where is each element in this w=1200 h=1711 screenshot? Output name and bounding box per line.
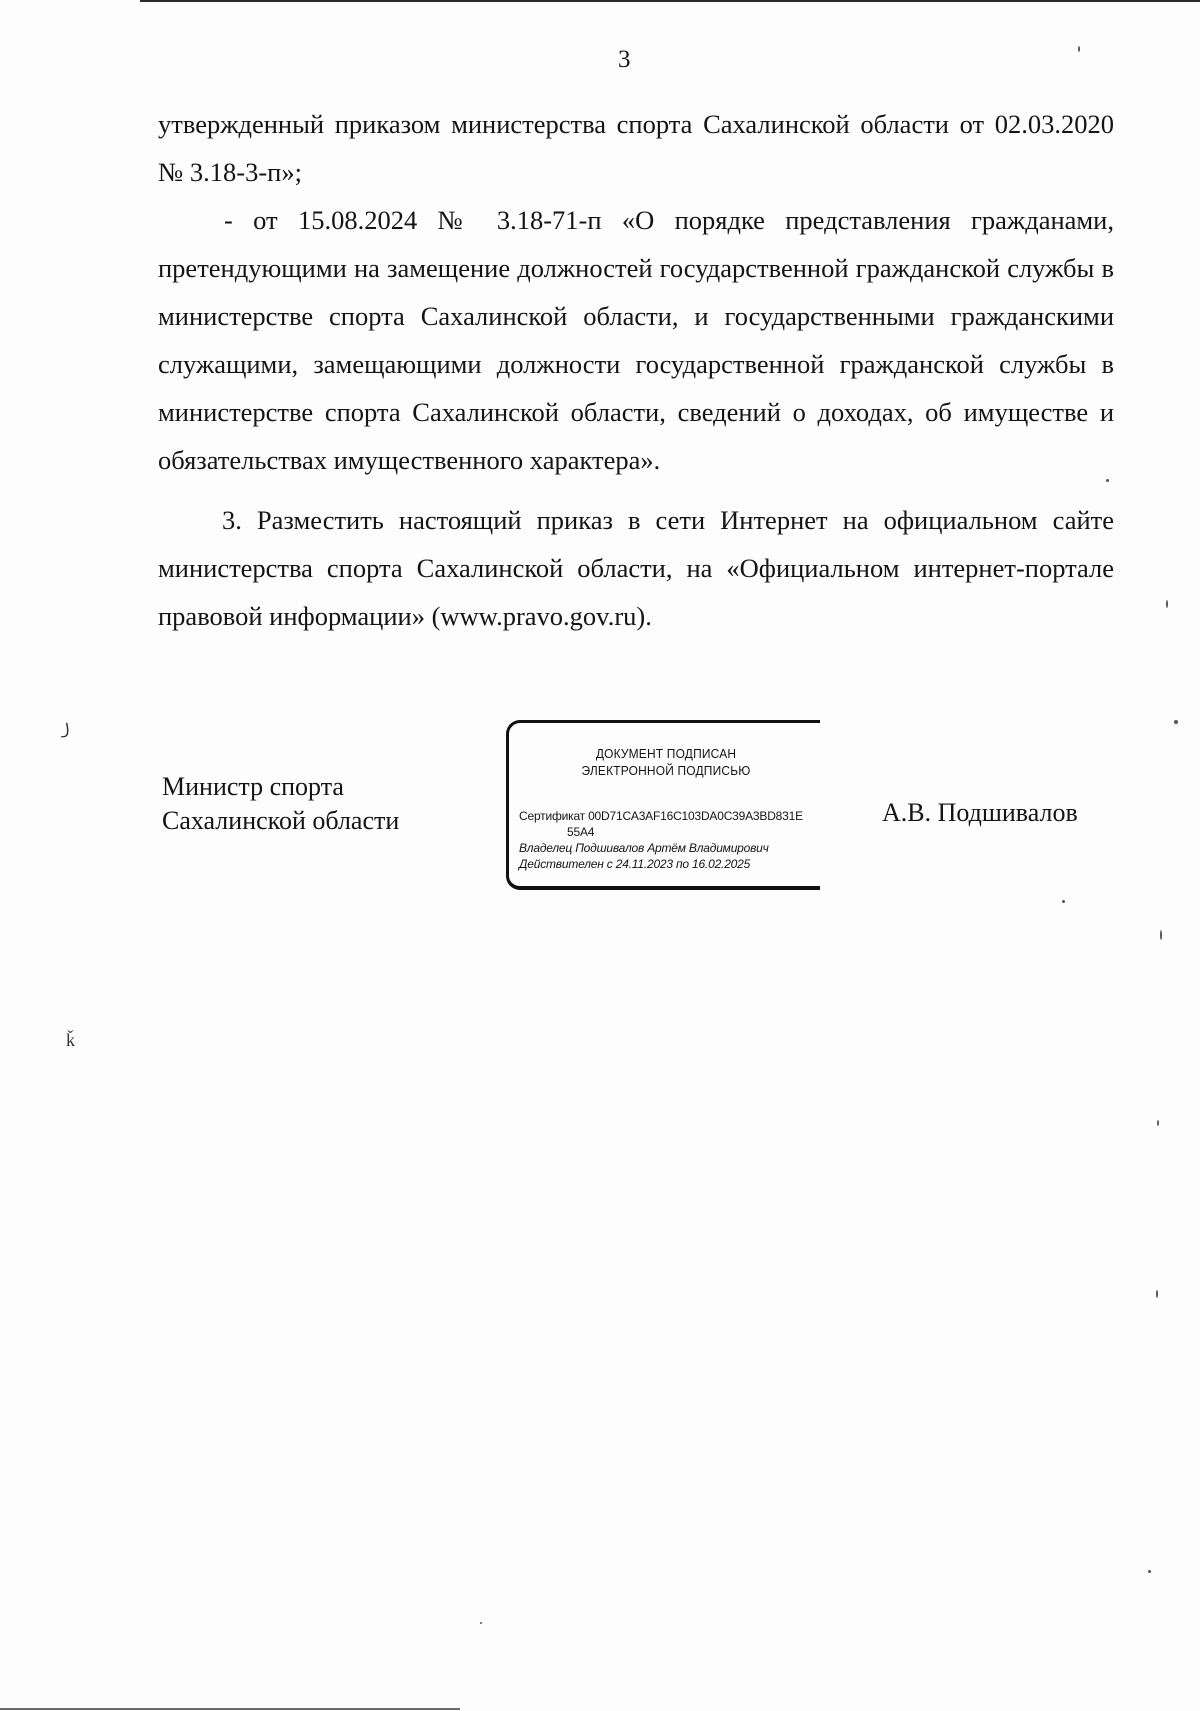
scan-speck — [1156, 1290, 1158, 1298]
scan-speck — [480, 1622, 482, 1624]
electronic-signature-stamp — [506, 720, 820, 890]
scan-mark-left-mid: ǩ — [66, 1030, 75, 1050]
scan-speck — [1174, 720, 1178, 724]
stamp-header-line1: ДОКУМЕНТ ПОДПИСАН — [595, 746, 737, 761]
paragraph-approved-order: утвержденный приказом министерства спорта Сахалинской области от 02.03.2020 № 3.18-3-п»; — [158, 109, 1114, 187]
scan-speck — [1062, 900, 1065, 903]
scan-top-border — [140, 0, 1200, 2]
stamp-header-line2: ЭЛЕКТРОННОЙ ПОДПИСЬЮ — [581, 763, 751, 778]
scan-speck — [1148, 1570, 1151, 1573]
scan-bottom-border — [0, 1708, 460, 1710]
scan-speck — [1166, 600, 1168, 608]
paragraph-order-15-08-2024: - от 15.08.2024 № 3.18-71-п «О порядке представления гражданами, претендующими на замещение должностей государственной гражданской службы в министерстве спорта Сахалинской области, и государственными гражданскими служащими, замещающими должности государственной гражданской службы в министерстве спорта Сахалинской области, сведений о доходах, об имуществе и обязательствах имущественного характера». — [158, 205, 1114, 475]
signer-title-line2: Сахалинской области — [162, 806, 400, 835]
signer-title-line1: Министр спорта — [162, 772, 344, 801]
stamp-owner: Владелец Подшивалов Артём Владимирович — [519, 841, 769, 855]
scan-speck — [1160, 930, 1162, 940]
paragraph-publish-online: 3. Разместить настоящий приказ в сети Интернет на официальном сайте министерства спорта Сахалинской области, на «Официальном интернет-портале правовой информации» (www.pravo.gov.ru). — [158, 505, 1114, 631]
stamp-certificate-continued: 55A4 — [567, 825, 595, 839]
scan-speck — [1157, 1120, 1159, 1126]
stamp-certificate: Сертификат 00D71CA3AF16C103DA0C39A3BD831E — [519, 809, 803, 823]
scan-speck — [1078, 46, 1080, 52]
scan-speck — [1106, 479, 1109, 482]
page-number: 3 — [618, 46, 631, 73]
stamp-validity: Действителен с 24.11.2023 по 16.02.2025 — [519, 857, 751, 871]
signer-title — [162, 770, 462, 838]
stamp-header — [522, 745, 811, 779]
scan-mark-left-top: ꠸ — [64, 718, 70, 738]
signer-name: А.В. Подшивалов — [882, 798, 1078, 827]
